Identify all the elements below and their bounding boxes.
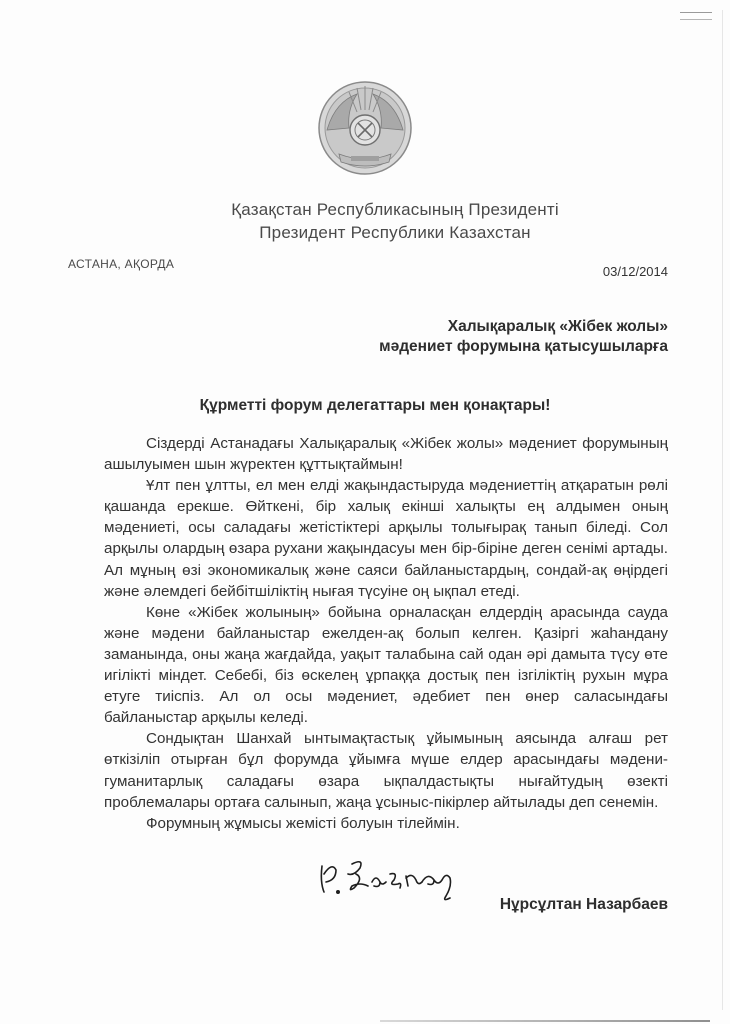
scan-edge-line — [680, 19, 712, 20]
state-emblem-icon — [317, 80, 413, 176]
scan-edge-line — [680, 12, 712, 13]
letter-body — [104, 433, 668, 834]
salutation: Құрметті форум делегаттары мен қонақтары! — [199, 397, 551, 414]
paragraph: Сіздерді Астанадағы Халықаралық «Жібек жолы» мәдениет форумының ашылуымен шын жүректен құттықтаймын! — [104, 435, 668, 474]
scan-edge-line — [722, 10, 723, 1010]
header-russian: Президент Республики Казахстан — [259, 223, 531, 242]
header-kazakh: Қазақстан Республикасының Президенті — [231, 200, 559, 219]
paragraph: Көне «Жібек жолының» бойына орналасқан елдердің арасында сауда және мәдени байланыстар ежелден-ақ болып келген. Қазіргі жаһандану заманында, оны жаңа жағдайда, уақыт талабына сай одан әрі дамыта түсу өте игілікті міндет. Себебі, біз өскелең ұрпаққа достық пен ізгіліктің рухын мұра етуге тиіспіз. Ал ол осы мәдениет, әдебиет пен өнер саласындағы байланыстар арқылы келеді. — [104, 603, 668, 727]
place-line: АСТАНА, АҚОРДА — [68, 257, 175, 271]
signature-icon — [318, 852, 478, 904]
addressee-line-2: мәдениет форумына қатысушыларға — [379, 338, 668, 355]
paragraph: Ұлт пен ұлтты, ел мен елді жақындастыруда мәдениеттің атқаратын рөлі қашанда ерекше. Өйткені, бір халық екінші халықты ең алдымен оның мәдениеті, осы саладағы жетістіктері арқылы толығырақ танып біледі. Сол арқылы олардың өзара рухани жақындасуы мен бір-біріне деген сенімі артады. Ал мұның өзі экономикалық және саяси байланыстардың, сондай-ақ өңірдегі және әлемдегі бейбітшіліктің нығая түсуіне оң ықпал етеді. — [104, 477, 668, 600]
letter-date: 03/12/2014 — [602, 264, 668, 279]
scan-edge-line — [380, 1020, 710, 1022]
paragraph: Форумның жұмысы жемісті болуын тілеймін. — [146, 814, 460, 832]
addressee-line-1: Халықаралық «Жібек жолы» — [447, 318, 668, 335]
signer-name: Нұрсұлтан Назарбаев — [499, 896, 668, 913]
paragraph: Сондықтан Шанхай ынтымақтастық ұйымының аясында алғаш рет өткізіліп отырған бұл форумда ұйымға мүше елдер арасындағы мәдени-гуманитарлық саладағы өзара ықпалдастықты нығайтудың өзекті проблемалары ортаға салынып, жаңа ұсыныс-пікірлер айтылады деп сенемін. — [104, 730, 668, 811]
